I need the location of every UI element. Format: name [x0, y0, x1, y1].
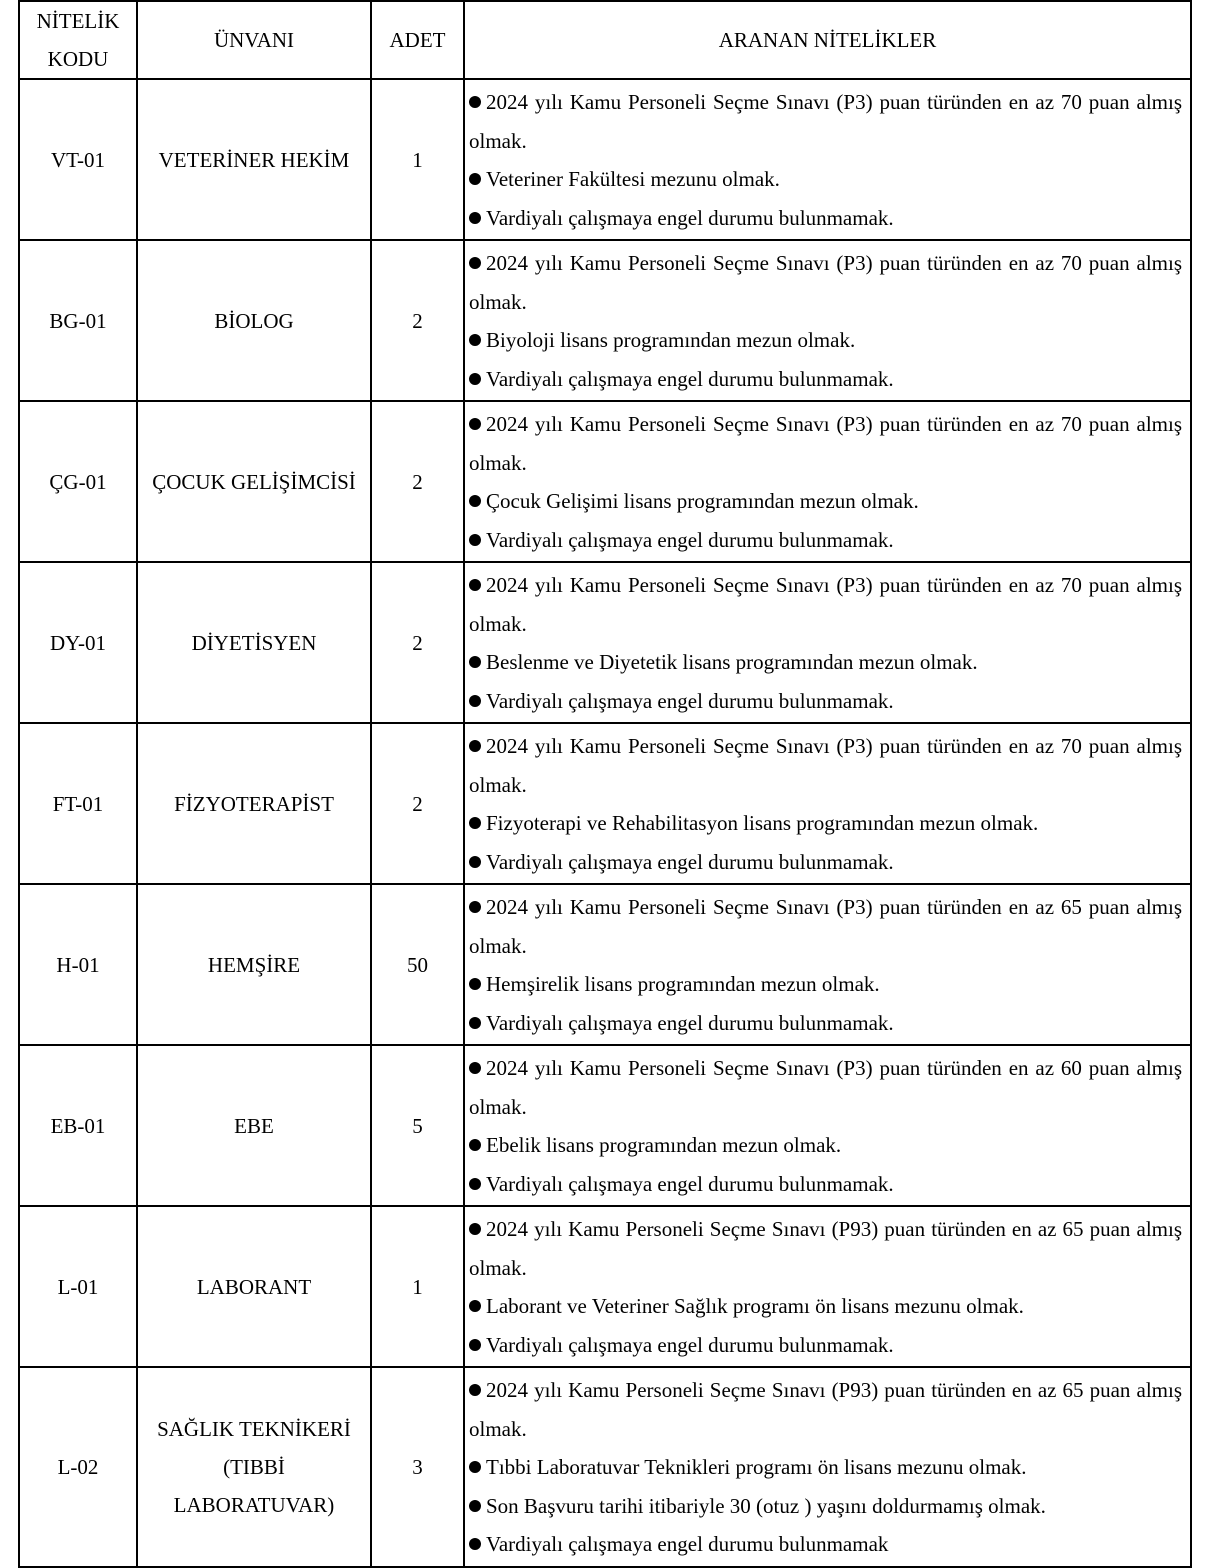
requirement-text: Çocuk Gelişimi lisans programından mezun olmak.: [486, 489, 919, 513]
requirement-item: [469, 643, 1182, 682]
cell-requirements: [464, 1367, 1191, 1567]
cell-requirements: [464, 1206, 1191, 1367]
requirement-text: Vardiyalı çalışmaya engel durumu bulunmamak.: [486, 1010, 894, 1035]
cell-requirements: [464, 401, 1191, 562]
requirement-item: [469, 965, 1182, 1004]
requirement-item: [469, 360, 1182, 399]
requirement-text: Vardiyalı çalışmaya engel durumu bulunmamak.: [486, 205, 894, 230]
bullet-icon: [469, 173, 481, 185]
bullet-icon: [469, 1538, 481, 1550]
requirement-text: 2024 yılı Kamu Personeli Seçme Sınavı (P3) puan türünden en az 65 puan almış olmak.: [469, 895, 1182, 958]
requirement-text: Biyoloji lisans programından mezun olmak.: [486, 328, 856, 352]
bullet-icon: [469, 96, 481, 108]
table-row: [19, 240, 1191, 401]
requirement-item: [469, 521, 1182, 560]
bullet-icon: [469, 901, 481, 913]
cell-count: 5: [371, 1045, 464, 1206]
header-title: ÜNVANI: [137, 1, 371, 79]
requirement-item: [469, 1371, 1182, 1448]
requirement-text: Son Başvuru tarihi itibariyle 30 (otuz ) yaşını doldurmamış olmak.: [486, 1493, 1046, 1518]
requirement-item: [469, 1287, 1182, 1326]
cell-title: BİOLOG: [137, 240, 371, 401]
requirement-text: 2024 yılı Kamu Personeli Seçme Sınavı (P3) puan türünden en az 70 puan almış olmak.: [469, 734, 1182, 797]
bullet-icon: [469, 418, 481, 430]
bullet-icon: [469, 495, 481, 507]
table-row: [19, 723, 1191, 884]
bullet-icon: [469, 373, 481, 385]
requirement-text: 2024 yılı Kamu Personeli Seçme Sınavı (P93) puan türünden en az 65 puan almış olmak.: [469, 1217, 1182, 1280]
table-row: [19, 1367, 1191, 1567]
cell-count: 3: [371, 1367, 464, 1567]
bullet-icon: [469, 1017, 481, 1029]
cell-requirements: [464, 240, 1191, 401]
header-requirements: ARANAN NİTELİKLER: [464, 1, 1191, 79]
header-count: ADET: [371, 1, 464, 79]
requirement-item: [469, 566, 1182, 643]
table-row: [19, 1045, 1191, 1206]
requirement-item: [469, 405, 1182, 482]
bullet-icon: [469, 978, 481, 990]
requirement-item: [469, 804, 1182, 843]
requirement-text: Laborant ve Veteriner Sağlık programı ön lisans mezunu olmak.: [486, 1294, 1024, 1318]
cell-requirements: [464, 884, 1191, 1045]
requirement-text: Vardiyalı çalışmaya engel durumu bulunmamak.: [486, 1332, 894, 1357]
requirement-text: Veteriner Fakültesi mezunu olmak.: [486, 167, 780, 191]
requirement-text: Vardiyalı çalışmaya engel durumu bulunmamak.: [486, 527, 894, 552]
cell-code: L-02: [19, 1367, 137, 1567]
bullet-icon: [469, 1384, 481, 1396]
requirement-text: 2024 yılı Kamu Personeli Seçme Sınavı (P3) puan türünden en az 60 puan almış olmak.: [469, 1056, 1182, 1119]
cell-code: BG-01: [19, 240, 137, 401]
bullet-icon: [469, 656, 481, 668]
requirement-text: Hemşirelik lisans programından mezun olmak.: [486, 972, 880, 996]
requirement-item: [469, 727, 1182, 804]
requirement-item: [469, 199, 1182, 238]
cell-requirements: [464, 723, 1191, 884]
requirement-text: Vardiyalı çalışmaya engel durumu bulunmamak.: [486, 1171, 894, 1196]
bullet-icon: [469, 1500, 481, 1512]
requirement-item: [469, 83, 1182, 160]
table-row: [19, 1206, 1191, 1367]
requirement-text: Ebelik lisans programından mezun olmak.: [486, 1133, 842, 1157]
cell-count: 1: [371, 1206, 464, 1367]
cell-title: VETERİNER HEKİM: [137, 79, 371, 240]
requirement-text: 2024 yılı Kamu Personeli Seçme Sınavı (P3) puan türünden en az 70 puan almış olmak.: [469, 251, 1182, 314]
requirement-text: Tıbbi Laboratuvar Teknikleri programı ön lisans mezunu olmak.: [486, 1455, 1027, 1479]
requirement-item: [469, 1165, 1182, 1204]
bullet-icon: [469, 817, 481, 829]
requirement-item: [469, 321, 1182, 360]
bullet-icon: [469, 534, 481, 546]
bullet-icon: [469, 1062, 481, 1074]
requirement-text: 2024 yılı Kamu Personeli Seçme Sınavı (P3) puan türünden en az 70 puan almış olmak.: [469, 90, 1182, 153]
requirement-item: [469, 1126, 1182, 1165]
table-header-row: [19, 1, 1191, 79]
bullet-icon: [469, 1178, 481, 1190]
bullet-icon: [469, 695, 481, 707]
cell-code: ÇG-01: [19, 401, 137, 562]
cell-code: L-01: [19, 1206, 137, 1367]
requirement-text: Vardiyalı çalışmaya engel durumu bulunmamak.: [486, 688, 894, 713]
cell-count: 2: [371, 401, 464, 562]
requirement-item: [469, 1525, 1182, 1564]
requirement-text: Beslenme ve Diyetetik lisans programından mezun olmak.: [486, 650, 978, 674]
cell-title: EBE: [137, 1045, 371, 1206]
bullet-icon: [469, 579, 481, 591]
cell-count: 2: [371, 240, 464, 401]
requirement-text: 2024 yılı Kamu Personeli Seçme Sınavı (P3) puan türünden en az 70 puan almış olmak.: [469, 412, 1182, 475]
requirement-item: [469, 888, 1182, 965]
requirement-text: Vardiyalı çalışmaya engel durumu bulunmamak: [486, 1532, 889, 1556]
requirement-item: [469, 1448, 1182, 1487]
requirement-item: [469, 1210, 1182, 1287]
cell-title: SAĞLIK TEKNİKERİ (TIBBİ LABORATUVAR): [137, 1367, 371, 1567]
bullet-icon: [469, 257, 481, 269]
cell-requirements: [464, 79, 1191, 240]
bullet-icon: [469, 1139, 481, 1151]
bullet-icon: [469, 1223, 481, 1235]
requirement-item: [469, 843, 1182, 882]
requirements-table: [18, 0, 1192, 1568]
cell-count: 2: [371, 723, 464, 884]
table-row: [19, 884, 1191, 1045]
table-row: [19, 562, 1191, 723]
cell-title: HEMŞİRE: [137, 884, 371, 1045]
cell-count: 1: [371, 79, 464, 240]
bullet-icon: [469, 740, 481, 752]
header-code: NİTELİK KODU: [19, 1, 137, 79]
bullet-icon: [469, 1300, 481, 1312]
cell-requirements: [464, 1045, 1191, 1206]
requirement-item: [469, 244, 1182, 321]
requirement-item: [469, 160, 1182, 199]
cell-title: LABORANT: [137, 1206, 371, 1367]
table-row: [19, 401, 1191, 562]
table-row: [19, 79, 1191, 240]
requirement-item: [469, 1487, 1182, 1526]
requirement-text: Fizyoterapi ve Rehabilitasyon lisans programından mezun olmak.: [486, 811, 1039, 835]
requirement-text: 2024 yılı Kamu Personeli Seçme Sınavı (P93) puan türünden en az 65 puan almış olmak.: [469, 1378, 1182, 1441]
cell-title: DİYETİSYEN: [137, 562, 371, 723]
cell-title: ÇOCUK GELİŞİMCİSİ: [137, 401, 371, 562]
requirement-text: 2024 yılı Kamu Personeli Seçme Sınavı (P3) puan türünden en az 70 puan almış olmak.: [469, 573, 1182, 636]
cell-code: FT-01: [19, 723, 137, 884]
requirement-item: [469, 482, 1182, 521]
bullet-icon: [469, 334, 481, 346]
bullet-icon: [469, 212, 481, 224]
requirement-item: [469, 682, 1182, 721]
bullet-icon: [469, 1461, 481, 1473]
requirement-item: [469, 1049, 1182, 1126]
cell-code: H-01: [19, 884, 137, 1045]
cell-code: DY-01: [19, 562, 137, 723]
requirement-item: [469, 1004, 1182, 1043]
cell-title: FİZYOTERAPİST: [137, 723, 371, 884]
requirement-text: Vardiyalı çalışmaya engel durumu bulunmamak.: [486, 366, 894, 391]
requirement-text: Vardiyalı çalışmaya engel durumu bulunmamak.: [486, 849, 894, 874]
cell-count: 50: [371, 884, 464, 1045]
bullet-icon: [469, 1339, 481, 1351]
bullet-icon: [469, 856, 481, 868]
cell-code: EB-01: [19, 1045, 137, 1206]
cell-requirements: [464, 562, 1191, 723]
requirement-item: [469, 1326, 1182, 1365]
cell-code: VT-01: [19, 79, 137, 240]
cell-count: 2: [371, 562, 464, 723]
